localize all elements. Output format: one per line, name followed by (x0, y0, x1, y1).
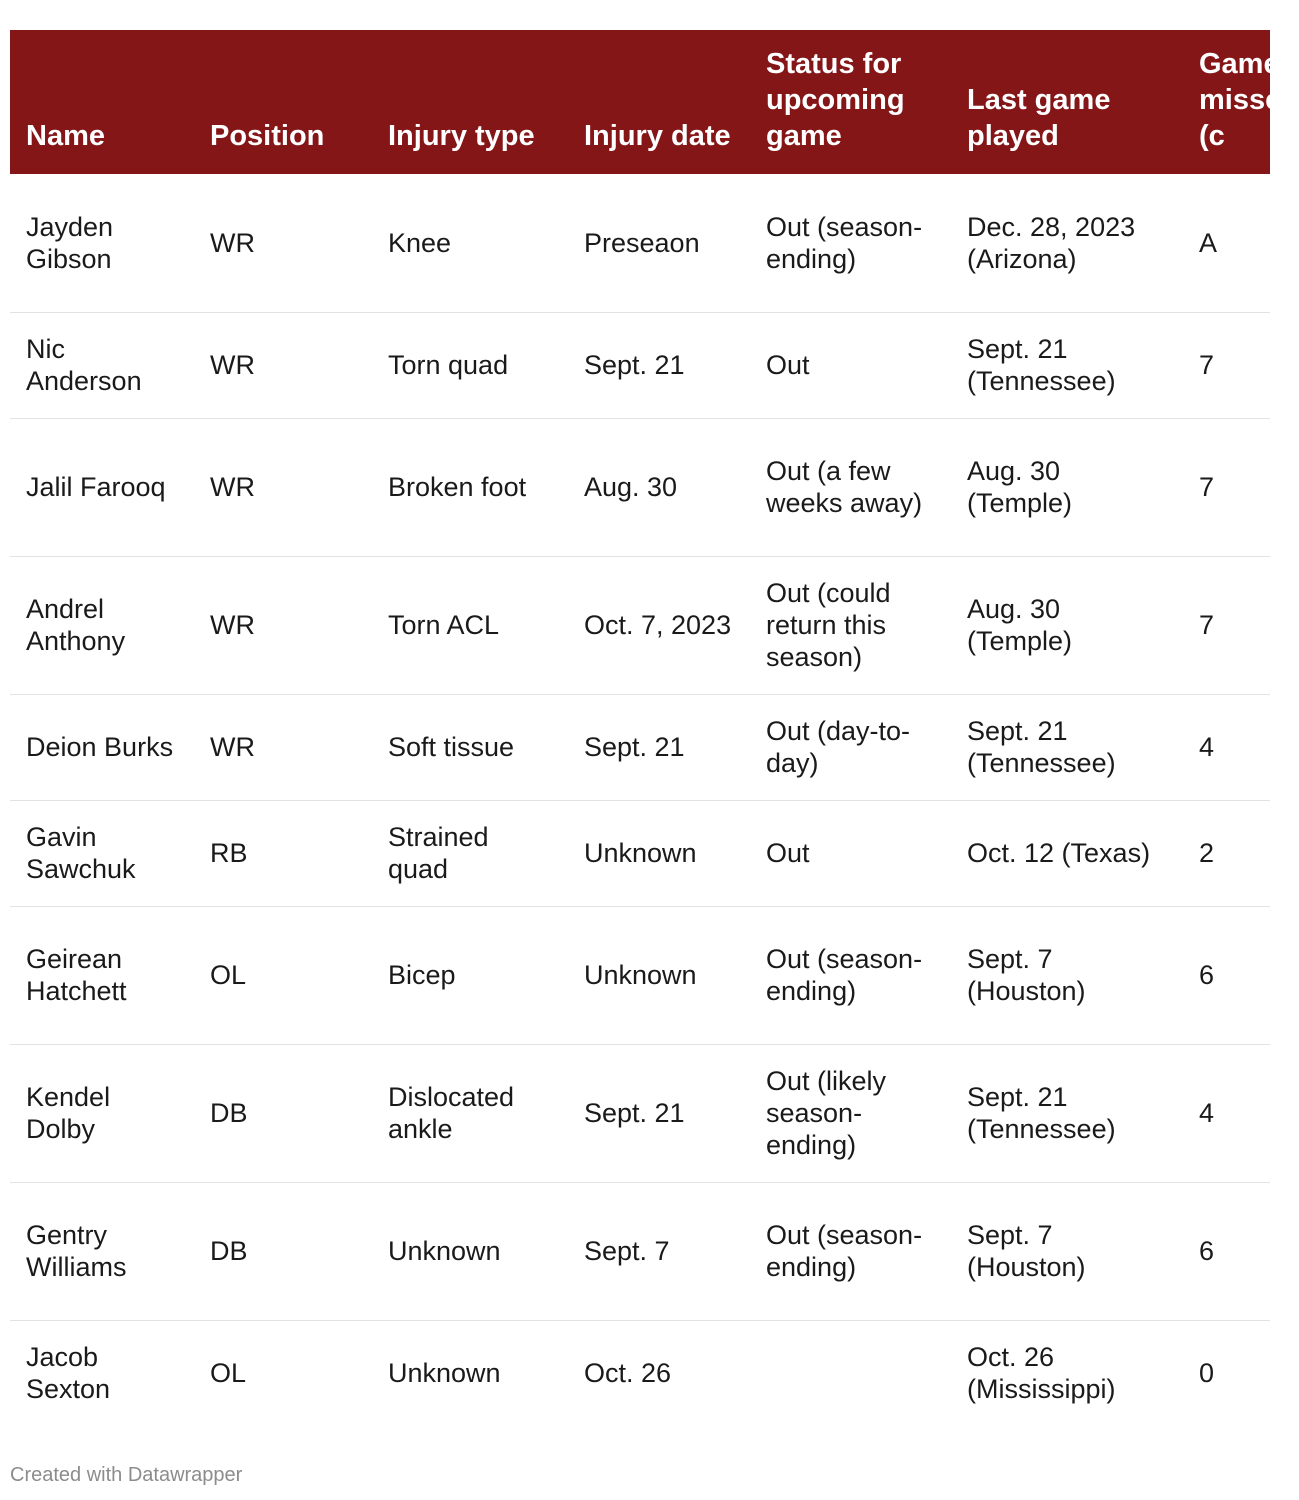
cell-games-missed: 4 (1183, 694, 1270, 800)
cell-last-game: Sept. 7 (Houston) (951, 1182, 1183, 1320)
cell-status: Out (750, 312, 951, 418)
cell-games-missed: 7 (1183, 418, 1270, 556)
cell-last-game: Oct. 12 (Texas) (951, 800, 1183, 906)
cell-injury-date: Unknown (568, 906, 750, 1044)
cell-name: Jacob Sexton (26, 1342, 111, 1405)
cell-injury-type: Bicep (372, 906, 568, 1044)
header-position: Position (210, 120, 325, 152)
header-injury-type: Injury type (388, 120, 535, 152)
cell-position: WR (194, 694, 372, 800)
cell-games-missed: 7 (1183, 556, 1270, 694)
cell-injury-type: Knee (372, 174, 568, 312)
cell-injury-type: Torn quad (372, 312, 568, 418)
cell-last-game: Dec. 28, 2023 (Arizona) (951, 174, 1183, 312)
cell-last-game: Sept. 7 (Houston) (951, 906, 1183, 1044)
cell-injury-type: Unknown (388, 1358, 501, 1389)
injury-table-container (10, 30, 1299, 1426)
table-row (10, 174, 1270, 312)
table-row (10, 800, 1270, 906)
table-row (10, 1182, 1270, 1320)
cell-position: WR (194, 312, 372, 418)
table-row (10, 1320, 1270, 1426)
cell-games-missed: 2 (1183, 800, 1270, 906)
cell-position: WR (194, 418, 372, 556)
cell-last-game: Aug. 30 (Temple) (951, 556, 1183, 694)
table-row (10, 694, 1270, 800)
cell-name: Kendel Dolby (10, 1044, 194, 1182)
cell-name: Nic Anderson (10, 312, 194, 418)
table-row (10, 418, 1270, 556)
cell-last-game: Sept. 21 (Tennessee) (951, 312, 1183, 418)
header-games-missed: Games missed (c (1199, 48, 1299, 152)
cell-name: Jayden Gibson (10, 174, 194, 312)
cell-name: Gentry Williams (10, 1182, 194, 1320)
cell-last-game: Aug. 30 (Temple) (951, 418, 1183, 556)
cell-injury-type: Soft tissue (372, 694, 568, 800)
cell-games-missed: 6 (1183, 1182, 1270, 1320)
cell-status: Out (750, 800, 951, 906)
cell-status (750, 1320, 951, 1426)
cell-name: Geirean Hatchett (10, 906, 194, 1044)
cell-name: Gavin Sawchuk (10, 800, 194, 906)
cell-position: WR (194, 556, 372, 694)
cell-injury-date: Preseaon (568, 174, 750, 312)
cell-injury-date: Oct. 26 (584, 1358, 672, 1389)
header-last-game: Last game played (967, 84, 1111, 152)
cell-games-missed: 6 (1183, 906, 1270, 1044)
cell-name: Jalil Farooq (10, 418, 194, 556)
header-name: Name (26, 120, 105, 152)
cell-name: Deion Burks (10, 694, 194, 800)
cell-position: DB (194, 1182, 372, 1320)
cell-position: DB (194, 1044, 372, 1182)
cell-injury-type: Broken foot (372, 418, 568, 556)
table-row (10, 906, 1270, 1044)
injury-table (10, 30, 1299, 1426)
cell-status: Out (a few weeks away) (750, 418, 951, 556)
cell-last-game: Sept. 21 (Tennessee) (951, 694, 1183, 800)
cell-status: Out (season-ending) (750, 174, 951, 312)
cell-status: Out (could return this season) (750, 556, 951, 694)
cell-injury-date: Sept. 21 (568, 694, 750, 800)
cell-status: Out (likely season-ending) (750, 1044, 951, 1182)
cell-injury-type: Strained quad (372, 800, 568, 906)
cell-injury-date: Sept. 21 (568, 1044, 750, 1182)
cell-injury-date: Sept. 21 (568, 312, 750, 418)
cell-status: Out (day-to-day) (750, 694, 951, 800)
cell-last-game: Sept. 21 (Tennessee) (951, 1044, 1183, 1182)
cell-status: Out (season-ending) (750, 1182, 951, 1320)
cell-name: Andrel Anthony (10, 556, 194, 694)
cell-injury-date: Sept. 7 (568, 1182, 750, 1320)
table-row (10, 1044, 1270, 1182)
cell-last-game: Oct. 26 (Mississippi) (967, 1342, 1116, 1405)
cell-position: RB (194, 800, 372, 906)
cell-injury-type: Torn ACL (372, 556, 568, 694)
cell-games-missed: 7 (1183, 312, 1270, 418)
cell-status: Out (season-ending) (750, 906, 951, 1044)
table-header-row (10, 30, 1270, 174)
cell-position: OL (194, 906, 372, 1044)
cell-games-missed: 0 (1199, 1358, 1215, 1389)
cell-injury-type: Unknown (372, 1182, 568, 1320)
cell-injury-type: Dislocated ankle (372, 1044, 568, 1182)
cell-position: WR (194, 174, 372, 312)
cell-games-missed: A (1183, 174, 1270, 312)
cell-injury-date: Aug. 30 (568, 418, 750, 556)
table-row (10, 312, 1270, 418)
header-injury-date: Injury date (584, 120, 731, 152)
table-row (10, 556, 1270, 694)
cell-injury-date: Unknown (568, 800, 750, 906)
cell-position: OL (210, 1358, 247, 1389)
cell-games-missed: 4 (1183, 1044, 1270, 1182)
header-status: Status for upcoming game (766, 48, 905, 152)
cell-injury-date: Oct. 7, 2023 (568, 556, 750, 694)
datawrapper-credit: Created with Datawrapper (10, 1464, 243, 1486)
